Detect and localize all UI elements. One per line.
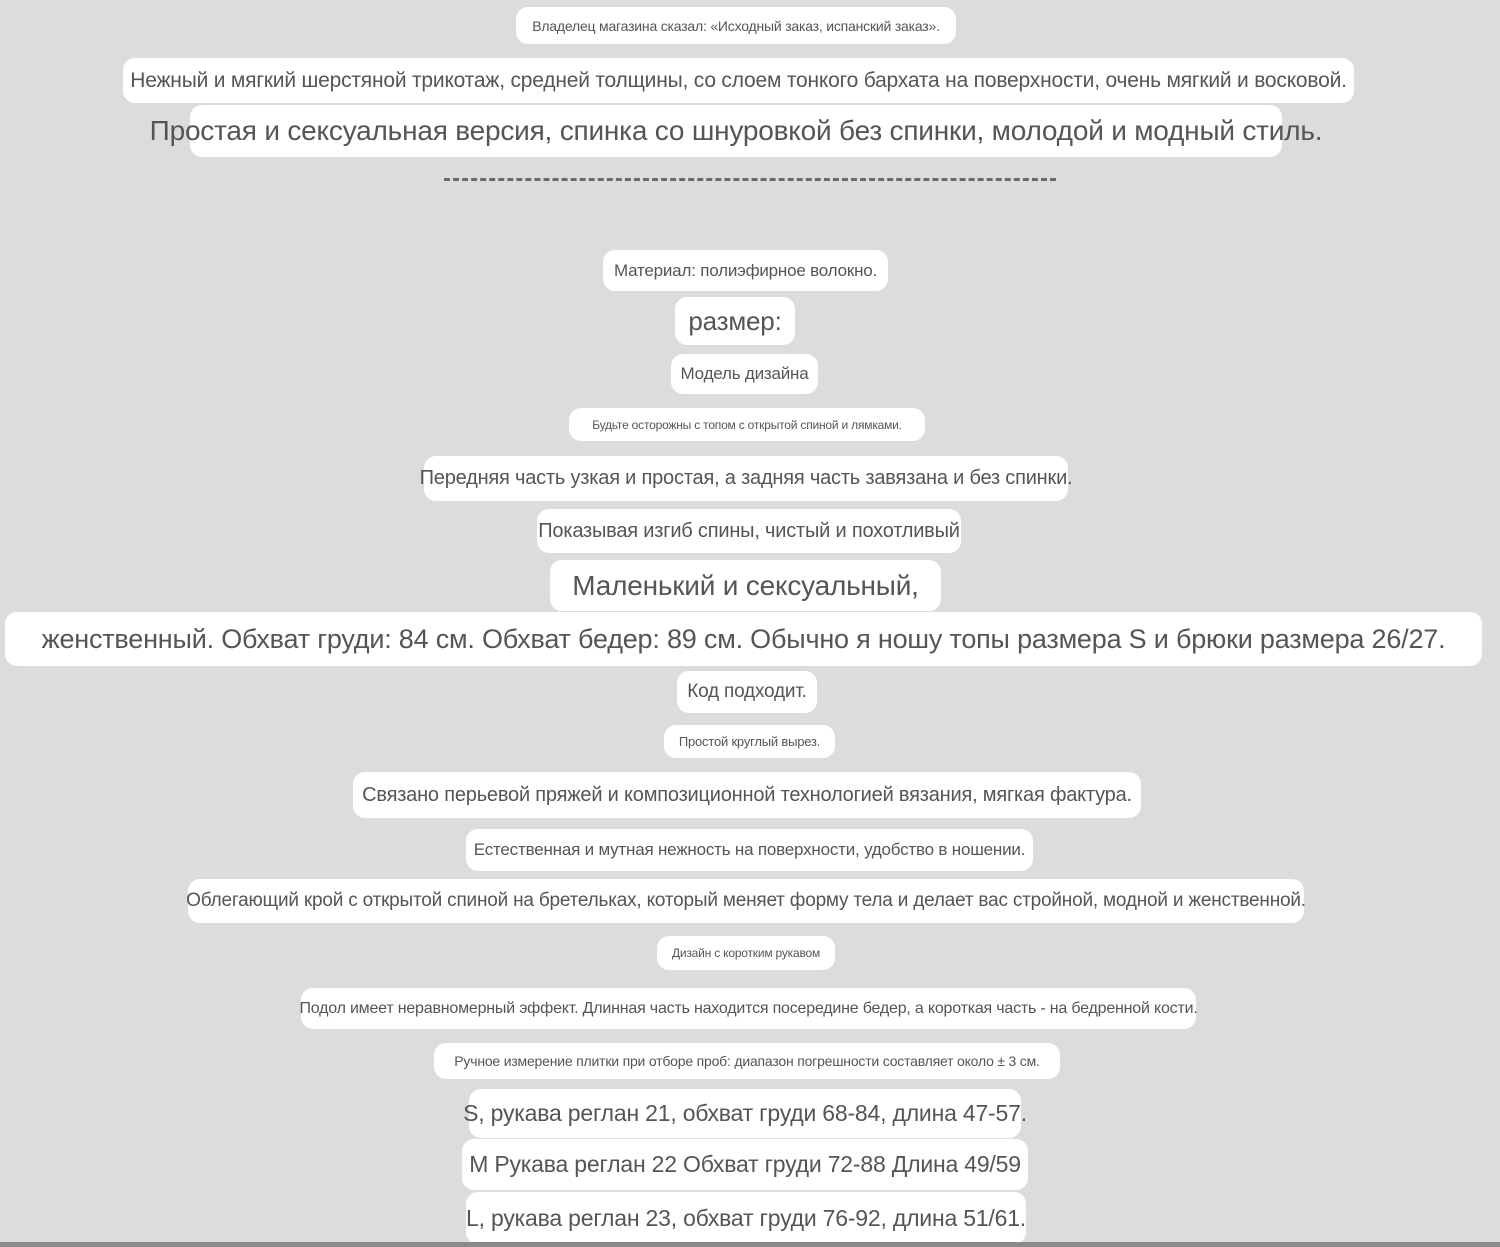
back-curve-line: Показывая изгиб спины, чистый и похотливый: [537, 509, 961, 553]
dashed-separator: [444, 178, 1056, 181]
material-line: Материал: полиэфирное волокно.: [603, 250, 888, 291]
style-description: Простая и сексуальная версия, спинка со шнуровкой без спинки, молодой и модный стиль.: [190, 105, 1282, 157]
size-m-row: M Рукава реглан 22 Обхват груди 72-88 Длина 49/59: [462, 1139, 1028, 1190]
sleeve-line: Дизайн с коротким рукавом: [657, 936, 835, 970]
softness-line: Естественная и мутная нежность на поверхности, удобство в ношении.: [466, 829, 1033, 871]
model-design-line: Модель дизайна: [671, 354, 818, 394]
yarn-line: Связано перьевой пряжей и композиционной технологией вязания, мягкая фактура.: [353, 772, 1141, 818]
model-measurements-line: женственный. Обхват груди: 84 см. Обхват бедер: 89 см. Обычно я ношу топы размера S и брюки размера 26/27.: [5, 612, 1482, 666]
hem-line: Подол имеет неравномерный эффект. Длинная часть находится посередине бедер, а короткая часть - на бедренной кости.: [301, 988, 1196, 1029]
small-sexy-line: Маленький и сексуальный,: [550, 560, 941, 611]
code-fits-line: Код подходит.: [677, 671, 817, 713]
caution-line: Будьте осторожны с топом с открытой спиной и лямками.: [569, 408, 925, 441]
size-heading: размер:: [675, 297, 795, 345]
shop-owner-note: Владелец магазина сказал: «Исходный заказ, испанский заказ».: [516, 7, 956, 44]
bottom-border: [0, 1242, 1500, 1247]
front-back-line: Передняя часть узкая и простая, а задняя часть завязана и без спинки.: [424, 456, 1068, 501]
size-l-row: L, рукава реглан 23, обхват груди 76-92, длина 51/61.: [466, 1192, 1026, 1244]
fabric-description: Нежный и мягкий шерстяной трикотаж, средней толщины, со слоем тонкого бархата на поверхности, очень мягкий и восковой.: [123, 58, 1354, 103]
fit-line: Облегающий крой с открытой спиной на бретельках, который меняет форму тела и делает вас стройной, модной и женственной.: [188, 879, 1304, 923]
measurement-note: Ручное измерение плитки при отборе проб: диапазон погрешности составляет около ± 3 см.: [434, 1043, 1060, 1079]
size-s-row: S, рукава реглан 21, обхват груди 68-84, длина 47-57.: [469, 1089, 1021, 1138]
neckline-line: Простой круглый вырез.: [664, 725, 835, 758]
